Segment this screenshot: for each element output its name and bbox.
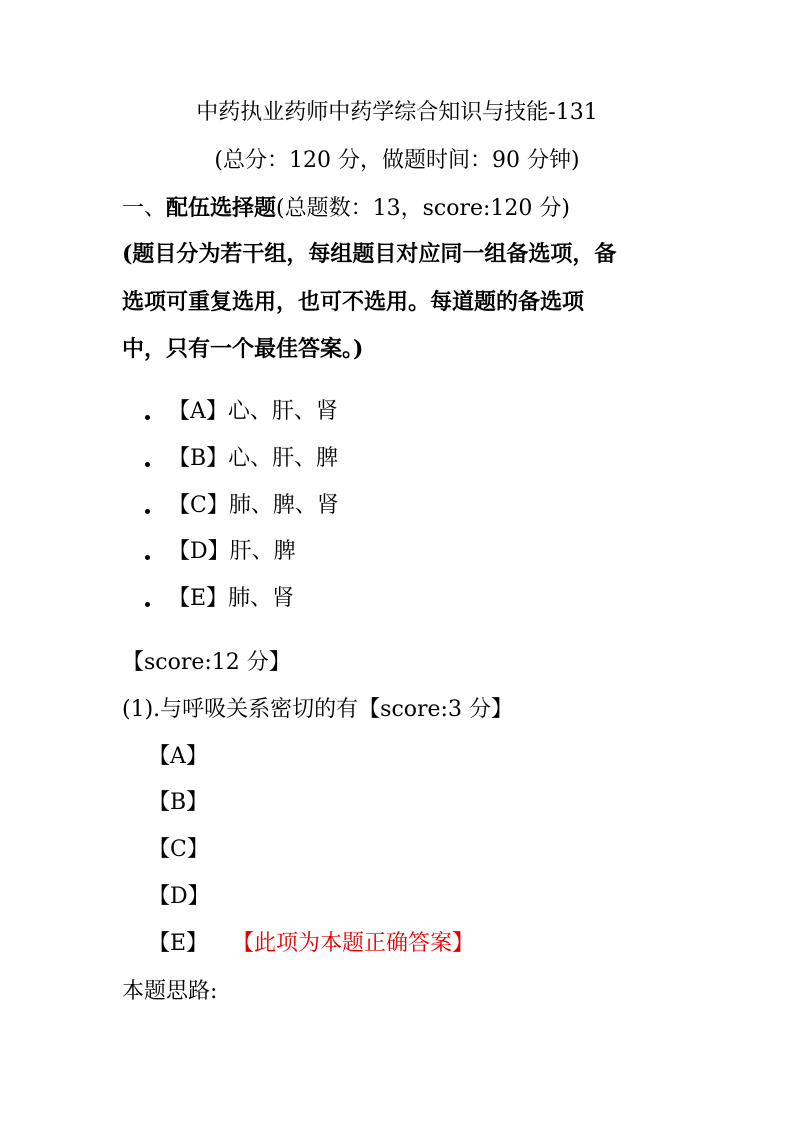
bullet-icon	[145, 415, 150, 420]
section-meta: (总题数：13，score:120 分)	[276, 196, 570, 221]
option-label: 【D】	[168, 539, 230, 564]
answer-choice: 【D】	[148, 884, 210, 909]
option-text: 肝、脾	[229, 539, 296, 564]
bullet-icon	[145, 509, 150, 514]
instruction-line: 选项可重复选用，也可不选用。每道题的备选项	[122, 289, 585, 315]
bullet-icon	[145, 555, 150, 560]
section-name: 配伍选择题	[166, 195, 277, 221]
document-title: 中药执业药师中药学综合知识与技能-131	[196, 100, 598, 125]
correct-answer-note: 【此项为本题正确答案】	[232, 931, 475, 956]
answer-choice: 【A】	[148, 744, 208, 769]
option-label: 【B】	[168, 446, 229, 471]
option-text: 肺、脾、肾	[228, 493, 339, 518]
bullet-icon	[145, 462, 150, 467]
answer-choice: 【B】	[148, 790, 209, 815]
bullet-icon	[145, 602, 150, 607]
group-score: 【score:12 分】	[122, 650, 291, 675]
section-prefix: 一、	[122, 196, 167, 221]
option-label: 【C】	[168, 493, 229, 518]
instruction-line: 中，只有一个最佳答案。)	[122, 336, 364, 362]
explanation-label: 本题思路:	[122, 979, 218, 1004]
document-subtitle: (总分：120 分，做题时间：90 分钟)	[214, 148, 580, 173]
instruction-line: (题目分为若干组，每组题目对应同一组备选项，备	[122, 241, 617, 267]
section-heading	[122, 193, 570, 224]
option-label: 【A】	[168, 399, 228, 424]
question-text: (1).与呼吸关系密切的有【score:3 分】	[122, 697, 513, 722]
option-item	[168, 397, 338, 427]
option-item	[168, 491, 339, 521]
option-item	[168, 537, 296, 567]
option-text: 心、肝、脾	[228, 446, 339, 471]
option-label: 【E】	[168, 586, 229, 611]
option-text: 肺、肾	[228, 586, 295, 611]
option-text: 心、肝、肾	[227, 399, 338, 424]
option-item	[168, 444, 338, 474]
option-item	[168, 584, 294, 614]
answer-choice: 【E】	[148, 931, 209, 956]
answer-choice: 【C】	[148, 837, 209, 862]
